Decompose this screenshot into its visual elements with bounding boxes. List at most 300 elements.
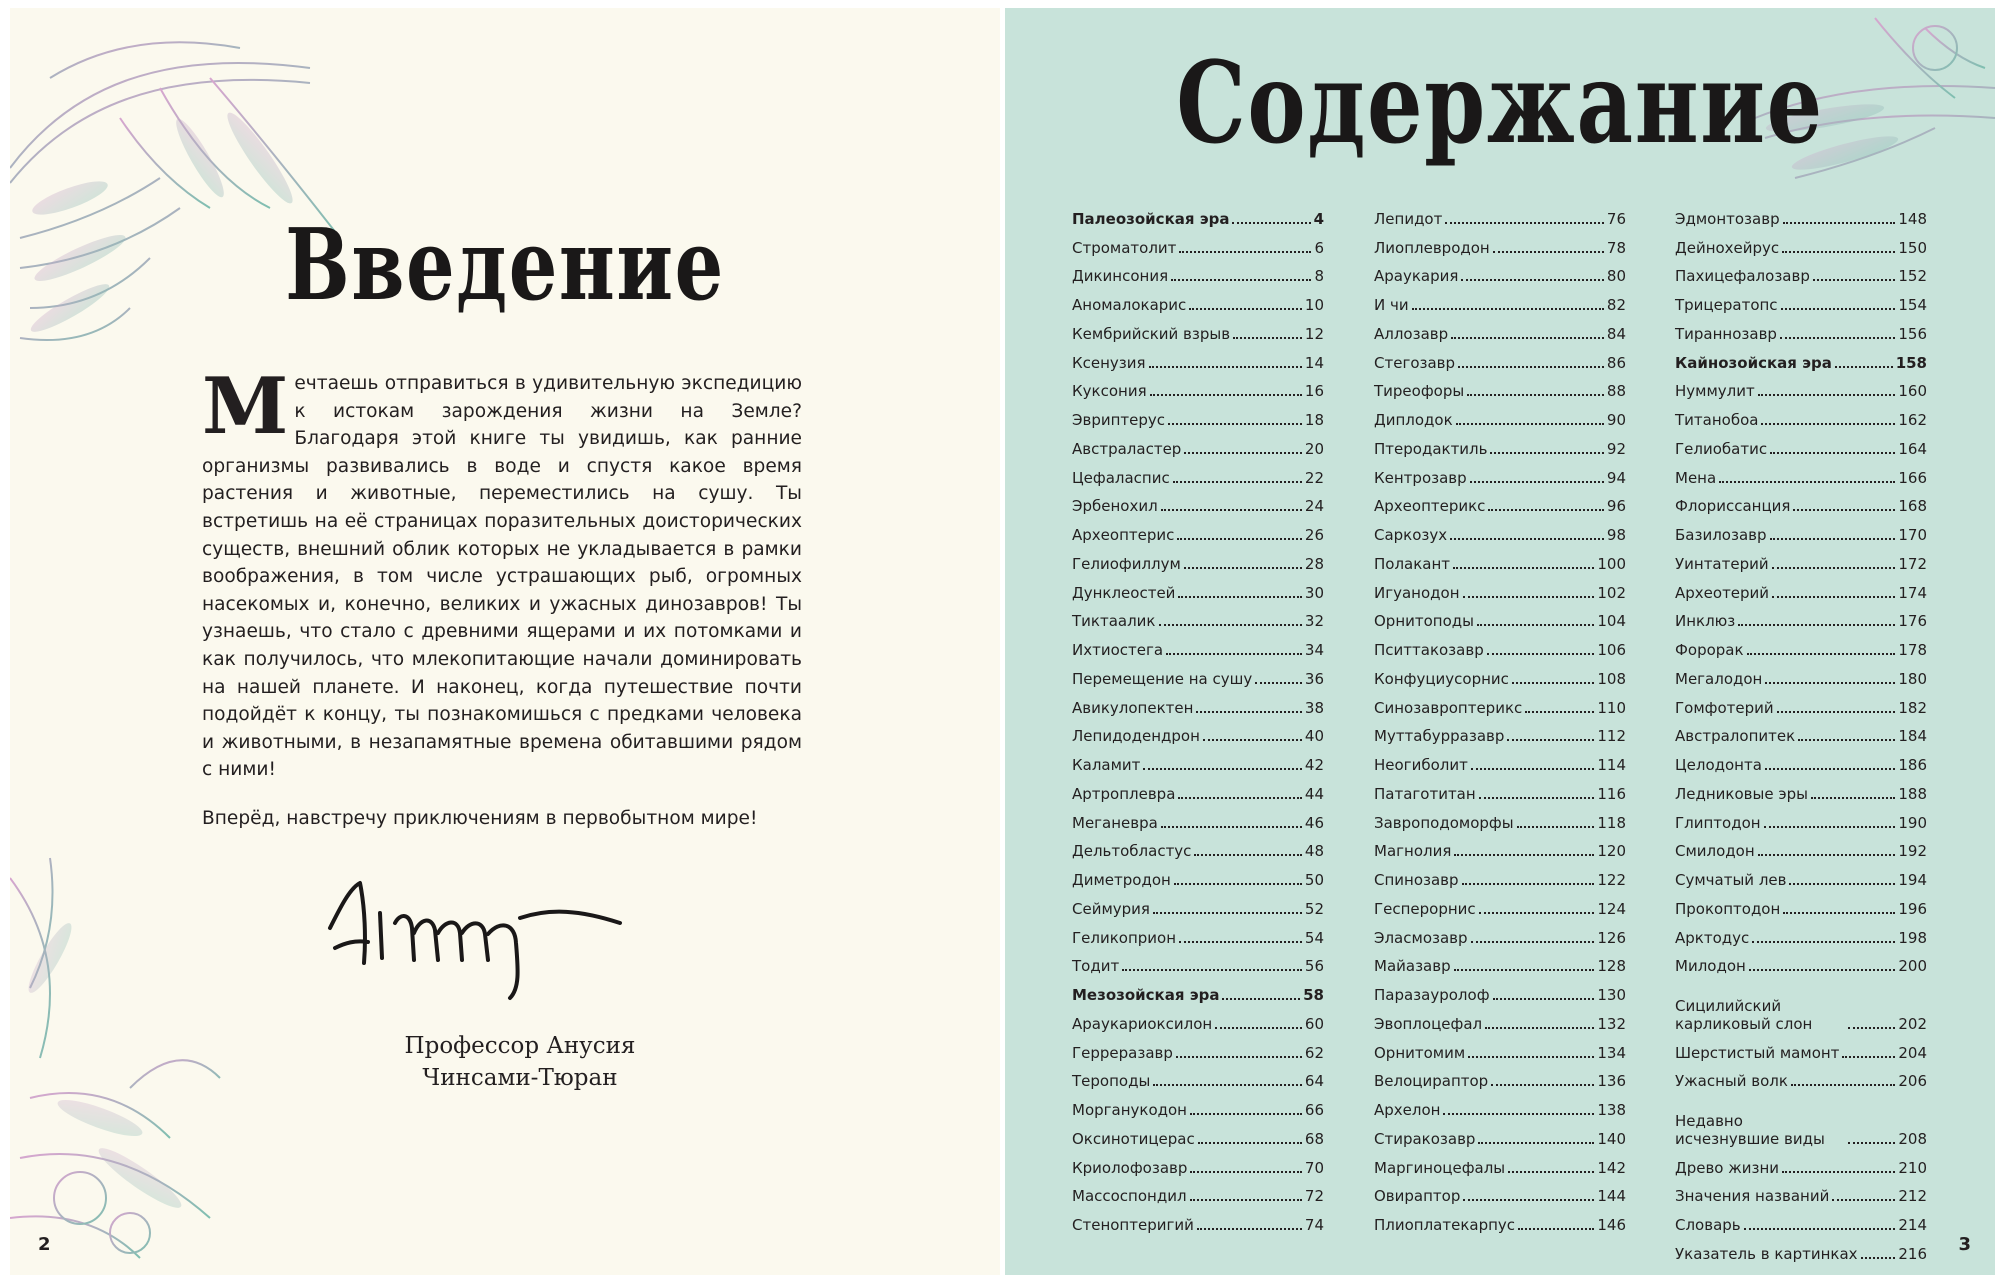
toc-entry-label: Орнитоподы <box>1374 612 1474 631</box>
toc-entry-label: Дельтобластус <box>1072 842 1192 861</box>
toc-dot-leader <box>1453 567 1594 569</box>
toc-dot-leader <box>1198 1142 1302 1144</box>
toc-dot-leader <box>1761 423 1895 425</box>
toc-entry-label: Археотерий <box>1675 583 1770 602</box>
intro-title: Введение <box>285 208 725 323</box>
toc-dot-leader <box>1470 481 1604 483</box>
toc-dot-leader <box>1493 251 1604 253</box>
toc-entry <box>1675 573 1927 602</box>
toc-entry <box>1072 889 1324 918</box>
toc-entry-label: Форорак <box>1675 641 1744 659</box>
toc-section-heading <box>1072 199 1324 228</box>
toc-entry-label: Ксенузия <box>1072 353 1146 372</box>
toc-entry-page: 162 <box>1898 411 1927 429</box>
toc-entry-label: Авикулопектен <box>1072 698 1194 717</box>
toc-dot-leader <box>1412 308 1604 310</box>
toc-entry-page: 206 <box>1898 1072 1927 1091</box>
toc-dot-leader <box>1517 826 1595 828</box>
toc-entry-label: Эдмонтозавр <box>1675 209 1780 228</box>
toc-entry-label: Инклюз <box>1675 612 1736 631</box>
toc-entry-page: 66 <box>1304 1101 1324 1119</box>
toc-dot-leader <box>1463 1199 1594 1201</box>
toc-dot-leader <box>1255 682 1302 684</box>
toc-entry <box>1675 602 1927 631</box>
toc-entry-label: Палеозойская эра <box>1072 209 1230 228</box>
toc-dot-leader <box>1777 711 1896 713</box>
toc-entry-page: 92 <box>1606 439 1626 458</box>
toc-entry <box>1374 1177 1626 1206</box>
toc-entry-label: Прокоптодон <box>1675 899 1781 918</box>
toc-entry <box>1675 544 1927 573</box>
toc-dot-leader <box>1835 366 1893 368</box>
toc-entry-page: 64 <box>1304 1072 1324 1091</box>
toc-dot-leader <box>1772 596 1895 598</box>
toc-entry-page: 34 <box>1304 641 1324 659</box>
toc-column-3 <box>1675 199 1927 1263</box>
toc-entry <box>1072 544 1324 573</box>
toc-entry-page: 18 <box>1304 411 1324 429</box>
toc-entry-page: 30 <box>1304 583 1324 602</box>
toc-dot-leader <box>1179 251 1311 253</box>
toc-dot-leader <box>1197 1228 1302 1230</box>
toc-entry-page: 168 <box>1898 497 1927 516</box>
toc-entry-label: Строматолит <box>1072 238 1177 257</box>
toc-entry-page: 202 <box>1898 1014 1927 1033</box>
toc-entry <box>1675 257 1927 286</box>
toc-entry-page: 114 <box>1597 756 1626 774</box>
toc-entry-page: 186 <box>1898 756 1927 774</box>
toc-entry <box>1374 1004 1626 1033</box>
toc-entry-page: 166 <box>1898 468 1927 487</box>
toc-dot-leader <box>1719 481 1895 483</box>
toc-entry <box>1072 400 1324 429</box>
toc-entry <box>1072 458 1324 487</box>
toc-entry <box>1675 429 1927 458</box>
toc-dot-leader <box>1149 366 1302 368</box>
toc-entry-page: 164 <box>1898 439 1927 458</box>
toc-entry-page: 36 <box>1304 669 1324 688</box>
toc-entry-label: Каламит <box>1072 756 1141 774</box>
toc-dot-leader <box>1508 1171 1594 1173</box>
fossil-plants-illustration-bottom <box>10 838 270 1275</box>
toc-entry-label: Паразауролоф <box>1374 986 1490 1004</box>
toc-dot-leader <box>1445 222 1604 224</box>
toc-entry <box>1374 343 1626 372</box>
toc-entry <box>1374 544 1626 573</box>
toc-dot-leader <box>1179 941 1302 943</box>
toc-entry-label: Велоцираптор <box>1374 1072 1489 1091</box>
toc-entry-label: Массоспондил <box>1072 1187 1187 1206</box>
toc-entry <box>1072 1062 1324 1091</box>
toc-entry <box>1374 429 1626 458</box>
toc-entry-page: 100 <box>1597 554 1626 573</box>
toc-dot-leader <box>1184 452 1302 454</box>
toc-entry <box>1374 630 1626 659</box>
toc-entry-label: Дикинсония <box>1072 267 1169 286</box>
toc-entry <box>1675 228 1927 257</box>
toc-dot-leader <box>1789 883 1895 885</box>
toc-entry <box>1374 400 1626 429</box>
toc-entry-label: Оксинотицерас <box>1072 1129 1195 1148</box>
toc-entry <box>1374 602 1626 631</box>
toc-entry-label: Стеноптеригий <box>1072 1216 1194 1234</box>
toc-entry-page: 88 <box>1606 382 1626 401</box>
toc-entry <box>1675 889 1927 918</box>
toc-entry-page: 216 <box>1898 1244 1927 1263</box>
toc-entry <box>1374 199 1626 228</box>
toc-entry-page: 124 <box>1597 899 1626 918</box>
toc-entry-page: 6 <box>1314 238 1324 257</box>
toc-entry <box>1072 688 1324 717</box>
toc-entry <box>1072 745 1324 774</box>
toc-entry <box>1374 717 1626 746</box>
toc-entry-label: Указатель в картинках <box>1675 1244 1858 1263</box>
toc-dot-leader <box>1150 394 1302 396</box>
toc-dot-leader <box>1190 1113 1302 1115</box>
toc-dot-leader <box>1153 1084 1302 1086</box>
toc-entry <box>1675 717 1927 746</box>
toc-entry-page: 8 <box>1314 267 1324 286</box>
toc-entry-label: Стиракозавр <box>1374 1129 1476 1148</box>
toc-dot-leader <box>1203 739 1302 741</box>
toc-entry-label: Мена <box>1675 468 1717 487</box>
toc-entry <box>1374 1148 1626 1177</box>
toc-entry-page: 98 <box>1606 526 1626 544</box>
toc-entry-label: Эвоплоцефал <box>1374 1014 1483 1033</box>
toc-entry-label: Нуммулит <box>1675 382 1755 401</box>
toc-dot-leader <box>1487 653 1595 655</box>
toc-entry <box>1374 458 1626 487</box>
toc-entry-page: 14 <box>1304 353 1324 372</box>
toc-entry <box>1374 372 1626 401</box>
toc-entry-label: Лепидодендрон <box>1072 727 1200 746</box>
toc-entry-page: 102 <box>1597 583 1626 602</box>
toc-entry-label: Глиптодон <box>1675 813 1761 832</box>
toc-dot-leader <box>1454 854 1594 856</box>
toc-entry <box>1675 659 1927 688</box>
toc-entry-label: Плиоплатекарпус <box>1374 1216 1516 1234</box>
toc-entry <box>1072 1033 1324 1062</box>
toc-entry <box>1675 285 1927 314</box>
toc-entry <box>1374 285 1626 314</box>
toc-entry <box>1072 228 1324 257</box>
toc-entry-page: 178 <box>1898 641 1927 659</box>
toc-entry <box>1072 947 1324 976</box>
toc-entry-page: 12 <box>1304 324 1324 343</box>
toc-entry <box>1072 860 1324 889</box>
toc-dot-leader <box>1450 538 1604 540</box>
toc-entry <box>1374 832 1626 861</box>
toc-entry-page: 28 <box>1304 554 1324 573</box>
toc-entry <box>1072 257 1324 286</box>
toc-dot-leader <box>1194 854 1301 856</box>
toc-entry <box>1675 1205 1927 1234</box>
toc-dot-leader <box>1463 596 1595 598</box>
toc-dot-leader <box>1461 279 1604 281</box>
toc-dot-leader <box>1770 538 1896 540</box>
toc-dot-leader <box>1518 1228 1594 1230</box>
toc-entry <box>1072 1119 1324 1148</box>
toc-dot-leader <box>1222 998 1300 1000</box>
toc-entry-page: 20 <box>1304 439 1324 458</box>
toc-entry-page: 68 <box>1304 1129 1324 1148</box>
toc-dot-leader <box>1161 826 1302 828</box>
toc-entry <box>1072 602 1324 631</box>
toc-entry <box>1072 774 1324 803</box>
toc-entry <box>1374 1062 1626 1091</box>
toc-entry-page: 46 <box>1304 813 1324 832</box>
toc-dot-leader <box>1166 653 1302 655</box>
toc-entry-page: 116 <box>1597 784 1626 803</box>
toc-dot-leader <box>1783 222 1896 224</box>
toc-entry-page: 138 <box>1597 1101 1626 1119</box>
toc-entry-label: Синозавроптерикс <box>1374 698 1523 717</box>
toc-dot-leader <box>1232 222 1310 224</box>
toc-entry-label: Майазавр <box>1374 957 1451 976</box>
toc-entry-label: Герреразавр <box>1072 1043 1173 1062</box>
toc-entry-page: 134 <box>1597 1043 1626 1062</box>
toc-entry-label: Значения названий <box>1675 1187 1830 1206</box>
toc-entry-label: Криолофозавр <box>1072 1158 1188 1177</box>
toc-entry <box>1072 918 1324 947</box>
toc-entry-page: 190 <box>1898 813 1927 832</box>
toc-entry-label: Базилозавр <box>1675 526 1767 544</box>
toc-entry-page: 212 <box>1898 1187 1927 1206</box>
toc-dot-leader <box>1752 941 1895 943</box>
toc-entry <box>1374 515 1626 544</box>
toc-dot-leader <box>1791 1084 1895 1086</box>
toc-entry <box>1072 1148 1324 1177</box>
toc-entry-label: Пахицефалозавр <box>1675 267 1810 286</box>
toc-entry-label: Патаготитан <box>1374 784 1476 803</box>
toc-entry-page: 120 <box>1597 842 1626 861</box>
toc-dot-leader <box>1848 1027 1895 1029</box>
toc-dot-leader <box>1848 1142 1895 1144</box>
toc-entry-label: Араукариоксилон <box>1072 1014 1213 1033</box>
toc-entry-page: 4 <box>1313 209 1324 228</box>
toc-dot-leader <box>1177 538 1302 540</box>
toc-entry-page: 106 <box>1597 641 1626 659</box>
toc-dot-leader <box>1842 1056 1895 1058</box>
toc-entry-label: Мегалодон <box>1675 669 1763 688</box>
toc-dot-leader <box>1479 797 1595 799</box>
toc-entry <box>1675 774 1927 803</box>
toc-entry-page: 96 <box>1606 497 1626 516</box>
toc-dot-leader <box>1168 423 1302 425</box>
toc-entry-label: Уинтатерий <box>1675 554 1769 573</box>
toc-entry <box>1374 1205 1626 1234</box>
toc-entry-label: Диплодок <box>1374 411 1453 429</box>
toc-dot-leader <box>1782 251 1895 253</box>
toc-entry-label: Птеродактиль <box>1374 439 1488 458</box>
toc-entry-page: 108 <box>1597 669 1626 688</box>
author-line-2: Чинсами-Тюран <box>422 1065 618 1091</box>
toc-column-1 <box>1072 199 1324 1234</box>
toc-entry <box>1374 975 1626 1004</box>
toc-entry-label: Сеймурия <box>1072 899 1150 918</box>
toc-entry <box>1072 659 1324 688</box>
toc-entry-label: Археоптерис <box>1072 526 1175 544</box>
toc-entry-page: 38 <box>1304 698 1324 717</box>
toc-entry <box>1675 745 1927 774</box>
toc-entry-page: 26 <box>1304 526 1324 544</box>
toc-entry <box>1374 314 1626 343</box>
toc-entry-page: 70 <box>1304 1158 1324 1177</box>
toc-dot-leader <box>1525 711 1594 713</box>
toc-dot-leader <box>1153 912 1302 914</box>
toc-dot-leader <box>1765 768 1895 770</box>
toc-entry-page: 54 <box>1304 928 1324 947</box>
toc-entry <box>1374 257 1626 286</box>
toc-dot-leader <box>1782 1171 1895 1173</box>
toc-entry-label: Лепидот <box>1374 209 1443 228</box>
toc-entry <box>1374 803 1626 832</box>
author-signature <box>320 868 690 1008</box>
author-line-1: Профессор Анусия <box>404 1033 636 1059</box>
toc-entry-page: 126 <box>1597 928 1626 947</box>
toc-entry-page: 118 <box>1597 813 1626 832</box>
toc-entry <box>1675 487 1927 516</box>
toc-entry <box>1072 285 1324 314</box>
toc-entry-label: Дунклеостей <box>1072 583 1176 602</box>
toc-entry <box>1675 630 1927 659</box>
toc-dot-leader <box>1176 1056 1302 1058</box>
toc-entry <box>1072 1205 1324 1234</box>
toc-entry-page: 148 <box>1898 209 1927 228</box>
toc-dot-leader <box>1233 337 1302 339</box>
toc-entry-page: 140 <box>1597 1129 1626 1148</box>
toc-entry-page: 156 <box>1898 324 1927 343</box>
toc-entry-page: 204 <box>1898 1043 1927 1062</box>
toc-entry <box>1072 314 1324 343</box>
toc-entry-label: Муттабурразавр <box>1374 727 1505 746</box>
toc-entry <box>1675 1062 1927 1091</box>
toc-dot-leader <box>1190 1171 1302 1173</box>
toc-entry <box>1072 515 1324 544</box>
toc-dot-leader <box>1174 883 1302 885</box>
toc-dot-leader <box>1462 883 1595 885</box>
intro-body: ечтаешь отправиться в удивительную экспедицию к истокам зарождения жизни на Земле? Благодаря этой книге ты увидишь, как ранние организмы развивались в воде и спустя какое время растения и животные, переместились на сушу. Ты встретишь на её страницах поразительных доисторических существ, внешний облик которых не укладывается в рамки воображения, в том числе устрашающих рыб, огромных насекомых и, конечно, великих и ужасных динозавров! Ты узнаешь, что стало с древними ящерами и их потомками и как получилось, что млекопитающие начали доминировать на нашей планете. И наконец, когда путешествие почти подойдёт к концу, ты познакомишься с предками человека и животными, в незапамятные времена обитавшими рядом с ними! <box>202 373 802 781</box>
toc-entry-page: 214 <box>1898 1216 1927 1234</box>
toc-entry <box>1072 1090 1324 1119</box>
toc-entry <box>1072 372 1324 401</box>
toc-dot-leader <box>1758 394 1896 396</box>
toc-entry-page: 174 <box>1898 583 1927 602</box>
toc-entry-page: 52 <box>1304 899 1324 918</box>
toc-entry-page: 90 <box>1606 411 1626 429</box>
toc-dot-leader <box>1507 739 1594 741</box>
toc-entry-label: Тодит <box>1072 957 1120 976</box>
toc-entry-label: Кентрозавр <box>1374 468 1467 487</box>
toc-dot-leader <box>1190 1199 1302 1201</box>
author-name <box>300 1030 740 1094</box>
toc-entry-page: 128 <box>1597 957 1626 976</box>
toc-entry <box>1374 688 1626 717</box>
toc-entry <box>1675 199 1927 228</box>
toc-entry-page: 158 <box>1895 353 1927 372</box>
toc-dot-leader <box>1490 452 1603 454</box>
toc-entry-label: Арктодус <box>1675 928 1750 947</box>
toc-entry-page: 188 <box>1898 784 1927 803</box>
toc-entry-page: 192 <box>1898 842 1927 861</box>
toc-dot-leader <box>1171 279 1311 281</box>
toc-dot-leader <box>1781 308 1896 310</box>
toc-entry <box>1374 1090 1626 1119</box>
toc-dot-leader <box>1861 1257 1896 1259</box>
toc-dot-leader <box>1184 567 1302 569</box>
toc-column-2 <box>1374 199 1626 1234</box>
toc-section-heading <box>1675 343 1927 372</box>
toc-entry-label: Саркозух <box>1374 526 1448 544</box>
toc-entry-label: Ихтиостега <box>1072 641 1164 659</box>
toc-entry <box>1675 1033 1927 1062</box>
toc-entry-page: 160 <box>1898 382 1927 401</box>
toc-dot-leader <box>1485 1027 1594 1029</box>
toc-entry-page: 60 <box>1304 1014 1324 1033</box>
toc-entry-label: Неогиболит <box>1374 756 1468 774</box>
toc-dot-leader <box>1770 452 1895 454</box>
toc-entry-label: Австраластер <box>1072 439 1182 458</box>
toc-entry-page: 152 <box>1898 267 1927 286</box>
toc-entry <box>1675 860 1927 889</box>
toc-entry-page: 146 <box>1597 1216 1626 1234</box>
toc-entry-label: Тираннозавр <box>1675 324 1777 343</box>
toc-entry <box>1374 774 1626 803</box>
toc-dot-leader <box>1159 624 1302 626</box>
intro-paragraph <box>202 361 802 784</box>
toc-dot-leader <box>1512 682 1594 684</box>
toc-entry <box>1072 1177 1324 1206</box>
toc-dot-leader <box>1798 739 1895 741</box>
page-number-left: 2 <box>38 1234 51 1255</box>
toc-entry-label: Меганевра <box>1072 813 1158 832</box>
toc-entry-page: 86 <box>1606 353 1626 372</box>
toc-entry-page: 194 <box>1898 871 1927 889</box>
toc-dot-leader <box>1493 998 1595 1000</box>
toc-entry-label: Геликоприон <box>1072 928 1177 947</box>
toc-entry-label: Сумчатый лев <box>1675 871 1787 889</box>
toc-entry-label: Сицилийский карликовый слон <box>1675 996 1813 1033</box>
toc-entry-label: Тероподы <box>1072 1072 1151 1091</box>
toc-entry <box>1675 947 1927 976</box>
toc-dot-leader <box>1173 481 1302 483</box>
toc-section-heading <box>1072 975 1324 1004</box>
toc-entry-label: Австралопитек <box>1675 727 1796 746</box>
toc-dot-leader <box>1765 682 1895 684</box>
toc-entry-label: Гомфотерий <box>1675 698 1774 717</box>
toc-entry-label: Тиреофоры <box>1374 382 1465 401</box>
toc-entry-label: Гелиофиллум <box>1072 554 1181 573</box>
toc-entry <box>1675 1148 1927 1177</box>
toc-entry <box>1374 659 1626 688</box>
toc-entry-page: 110 <box>1597 698 1626 717</box>
toc-entry-label: Пситтакозавр <box>1374 641 1484 659</box>
toc-dot-leader <box>1471 941 1595 943</box>
toc-entry-page: 84 <box>1606 324 1626 343</box>
toc-entry <box>1675 975 1927 1033</box>
toc-entry <box>1675 918 1927 947</box>
toc-dot-leader <box>1477 624 1594 626</box>
toc-entry <box>1675 803 1927 832</box>
toc-entry-label: Архелон <box>1374 1101 1441 1119</box>
toc-entry-label: Эласмозавр <box>1374 928 1468 947</box>
toc-entry-label: Стегозавр <box>1374 353 1456 372</box>
toc-entry-label: Ледниковые эры <box>1675 784 1808 803</box>
toc-entry-label: Целодонта <box>1675 756 1762 774</box>
toc-entry-page: 50 <box>1304 871 1324 889</box>
toc-entry-page: 130 <box>1597 986 1626 1004</box>
toc-entry-label: Диметродон <box>1072 871 1171 889</box>
